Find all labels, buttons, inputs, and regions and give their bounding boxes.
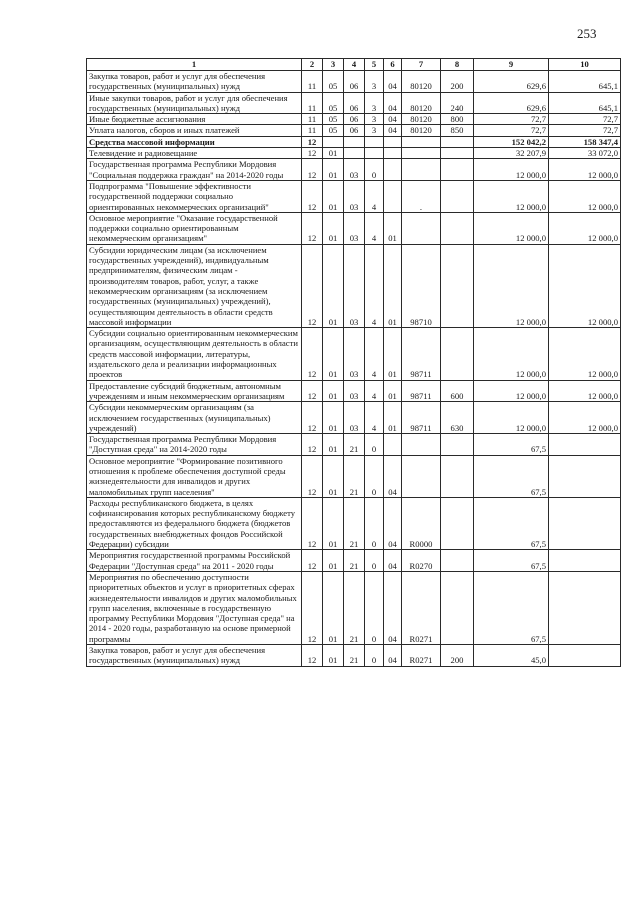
row-cell-c7: 80120 — [402, 92, 441, 114]
row-cell-c8 — [441, 328, 474, 380]
row-cell-c10: 12 000,0 — [549, 380, 621, 402]
table-row — [87, 159, 621, 181]
row-description: Мероприятия государственной программы Российской Федерации "Доступная среда" на 2011 - 2020 годы — [87, 550, 302, 572]
row-cell-c4: 03 — [344, 180, 365, 212]
row-cell-c8: 800 — [441, 114, 474, 125]
row-cell-c7 — [402, 434, 441, 456]
row-description: Расходы республиканского бюджета, в целях софинансирования которых республиканскому бюджету предоставляются из федерального бюджета (бюджетов государственных внебюджетных фондов Российской Федерации) субсидии — [87, 497, 302, 549]
row-cell-c7 — [402, 148, 441, 159]
row-cell-c8 — [441, 455, 474, 497]
row-cell-c9: 67,5 — [474, 455, 549, 497]
row-cell-c10: 645,1 — [549, 71, 621, 93]
column-header: 8 — [441, 59, 474, 71]
row-cell-c10: 12 000,0 — [549, 159, 621, 181]
row-description: Субсидии юридическим лицам (за исключением государственных учреждений), индивидуальным предпринимателям, физическим лицам - производителям товаров, работ, услуг, а также некоммерческим организациям (за исключением государственных (муниципальных) учреждений), осуществляющим деятельность в области средств массовой информации — [87, 244, 302, 327]
row-cell-c6 — [384, 159, 402, 181]
row-cell-c7: 80120 — [402, 125, 441, 136]
row-cell-c5: 0 — [365, 434, 384, 456]
row-cell-c7 — [402, 159, 441, 181]
row-cell-c3: 01 — [323, 380, 344, 402]
row-cell-c2: 12 — [302, 148, 323, 159]
table-row — [87, 645, 621, 667]
row-cell-c6 — [384, 136, 402, 147]
row-cell-c8 — [441, 136, 474, 147]
row-cell-c9: 67,5 — [474, 550, 549, 572]
row-cell-c8 — [441, 497, 474, 549]
table-row — [87, 550, 621, 572]
row-cell-c2: 12 — [302, 180, 323, 212]
row-cell-c7: R0000 — [402, 497, 441, 549]
row-description: Средства массовой информации — [87, 136, 302, 147]
row-cell-c8 — [441, 571, 474, 644]
row-cell-c4: 21 — [344, 571, 365, 644]
row-cell-c6: 04 — [384, 92, 402, 114]
row-cell-c4: 06 — [344, 114, 365, 125]
row-cell-c4: 03 — [344, 380, 365, 402]
column-header: 10 — [549, 59, 621, 71]
row-cell-c6: 01 — [384, 244, 402, 327]
row-cell-c2: 11 — [302, 114, 323, 125]
row-cell-c4: 21 — [344, 550, 365, 572]
row-cell-c6: 04 — [384, 497, 402, 549]
row-cell-c7: 98711 — [402, 380, 441, 402]
column-header: 2 — [302, 59, 323, 71]
row-cell-c10 — [549, 550, 621, 572]
column-header: 9 — [474, 59, 549, 71]
row-cell-c5 — [365, 136, 384, 147]
row-cell-c5: 4 — [365, 244, 384, 327]
row-cell-c7: 80120 — [402, 114, 441, 125]
row-cell-c9: 12 000,0 — [474, 212, 549, 244]
row-cell-c8: 850 — [441, 125, 474, 136]
row-cell-c2: 12 — [302, 212, 323, 244]
row-cell-c7: 98711 — [402, 402, 441, 434]
row-cell-c7: 80120 — [402, 71, 441, 93]
table-row — [87, 92, 621, 114]
row-cell-c10 — [549, 434, 621, 456]
table-row — [87, 571, 621, 644]
row-description: Основное мероприятие "Оказание государственной поддержки социально ориентированным некоммерческим организациям" — [87, 212, 302, 244]
row-description: Государственная программа Республики Мордовия "Доступная среда" на 2014-2020 годы — [87, 434, 302, 456]
row-cell-c9: 72,7 — [474, 125, 549, 136]
row-cell-c4: 21 — [344, 455, 365, 497]
column-header: 4 — [344, 59, 365, 71]
row-cell-c2: 12 — [302, 434, 323, 456]
row-cell-c7 — [402, 136, 441, 147]
row-cell-c2: 12 — [302, 136, 323, 147]
row-cell-c4: 03 — [344, 328, 365, 380]
page-number: 253 — [577, 26, 597, 41]
row-cell-c3: 01 — [323, 455, 344, 497]
row-cell-c4: 03 — [344, 402, 365, 434]
row-cell-c6: 01 — [384, 380, 402, 402]
row-cell-c3 — [323, 136, 344, 147]
row-cell-c3: 05 — [323, 114, 344, 125]
row-cell-c6 — [384, 148, 402, 159]
row-cell-c7: R0270 — [402, 550, 441, 572]
row-cell-c10: 158 347,4 — [549, 136, 621, 147]
row-cell-c8 — [441, 180, 474, 212]
row-cell-c10: 12 000,0 — [549, 328, 621, 380]
row-cell-c10: 12 000,0 — [549, 212, 621, 244]
table-header-row — [87, 59, 621, 71]
row-cell-c5: 4 — [365, 180, 384, 212]
row-cell-c3: 01 — [323, 571, 344, 644]
row-cell-c9: 12 000,0 — [474, 402, 549, 434]
row-description: Закупка товаров, работ и услуг для обеспечения государственных (муниципальных) нужд — [87, 645, 302, 667]
row-cell-c8: 600 — [441, 380, 474, 402]
row-cell-c6: 04 — [384, 125, 402, 136]
row-cell-c3: 01 — [323, 180, 344, 212]
row-cell-c10 — [549, 645, 621, 667]
row-cell-c8 — [441, 159, 474, 181]
row-cell-c10: 33 072,0 — [549, 148, 621, 159]
table-row — [87, 402, 621, 434]
row-description: Мероприятия по обеспечению доступности приоритетных объектов и услуг в приоритетных сферах жизнедеятельности инвалидов и других маломобильных групп населения, включенные в государственную программу Республики Мордовия "Доступная среда" на 2014 - 2020 годы, разработанную на основе примерной программы — [87, 571, 302, 644]
row-cell-c9: 67,5 — [474, 497, 549, 549]
row-cell-c5: 3 — [365, 125, 384, 136]
row-cell-c5: 4 — [365, 380, 384, 402]
row-description: Иные бюджетные ассигнования — [87, 114, 302, 125]
table-row — [87, 212, 621, 244]
row-cell-c3: 05 — [323, 92, 344, 114]
row-cell-c4: 21 — [344, 497, 365, 549]
row-description: Субсидии некоммерческим организациям (за исключением государственных (муниципальных) учреждений) — [87, 402, 302, 434]
row-cell-c7: . — [402, 180, 441, 212]
row-cell-c4: 03 — [344, 159, 365, 181]
row-cell-c6: 04 — [384, 645, 402, 667]
row-cell-c3: 01 — [323, 550, 344, 572]
row-cell-c2: 12 — [302, 497, 323, 549]
row-cell-c5: 0 — [365, 550, 384, 572]
row-cell-c2: 12 — [302, 402, 323, 434]
table-body — [87, 71, 621, 667]
row-cell-c7: 98710 — [402, 244, 441, 327]
row-cell-c4: 21 — [344, 434, 365, 456]
row-cell-c5: 3 — [365, 114, 384, 125]
table-row — [87, 136, 621, 147]
row-cell-c6 — [384, 434, 402, 456]
row-cell-c3: 01 — [323, 148, 344, 159]
row-cell-c5 — [365, 148, 384, 159]
row-cell-c9: 152 042,2 — [474, 136, 549, 147]
row-cell-c5: 0 — [365, 497, 384, 549]
row-cell-c6 — [384, 180, 402, 212]
row-cell-c6: 04 — [384, 571, 402, 644]
row-description: Иные закупки товаров, работ и услуг для обеспечения государственных (муниципальных) нужд — [87, 92, 302, 114]
row-cell-c4: 06 — [344, 125, 365, 136]
row-cell-c8 — [441, 244, 474, 327]
row-cell-c6: 01 — [384, 212, 402, 244]
row-cell-c4: 06 — [344, 71, 365, 93]
column-header: 5 — [365, 59, 384, 71]
row-cell-c3: 01 — [323, 645, 344, 667]
row-cell-c5: 3 — [365, 71, 384, 93]
row-cell-c3: 01 — [323, 497, 344, 549]
row-description: Субсидии социально ориентированным некоммерческим организациям, осуществляющим деятельность в области средств массовой информации, литературы, издательского дела и реализации информационных проектов — [87, 328, 302, 380]
table-row — [87, 455, 621, 497]
table-row — [87, 180, 621, 212]
row-cell-c4: 03 — [344, 212, 365, 244]
row-cell-c10: 12 000,0 — [549, 244, 621, 327]
row-cell-c3: 01 — [323, 328, 344, 380]
row-cell-c5: 0 — [365, 571, 384, 644]
row-cell-c2: 12 — [302, 455, 323, 497]
row-cell-c10 — [549, 497, 621, 549]
row-cell-c9: 629,6 — [474, 92, 549, 114]
row-cell-c6: 01 — [384, 402, 402, 434]
column-header: 3 — [323, 59, 344, 71]
row-cell-c2: 12 — [302, 550, 323, 572]
row-cell-c8 — [441, 212, 474, 244]
row-cell-c10 — [549, 571, 621, 644]
row-cell-c4 — [344, 136, 365, 147]
row-cell-c5: 0 — [365, 455, 384, 497]
row-cell-c2: 12 — [302, 380, 323, 402]
row-description: Уплата налогов, сборов и иных платежей — [87, 125, 302, 136]
row-cell-c6: 04 — [384, 455, 402, 497]
row-cell-c10 — [549, 455, 621, 497]
table-row — [87, 125, 621, 136]
row-cell-c6: 04 — [384, 114, 402, 125]
row-cell-c9: 629,6 — [474, 71, 549, 93]
row-cell-c8: 200 — [441, 645, 474, 667]
row-cell-c9: 67,5 — [474, 571, 549, 644]
row-cell-c2: 12 — [302, 328, 323, 380]
table-row — [87, 114, 621, 125]
row-cell-c9: 12 000,0 — [474, 380, 549, 402]
table-row — [87, 328, 621, 380]
row-cell-c7 — [402, 455, 441, 497]
row-cell-c10: 645,1 — [549, 92, 621, 114]
row-cell-c5: 4 — [365, 328, 384, 380]
row-cell-c4: 03 — [344, 244, 365, 327]
row-cell-c5: 4 — [365, 402, 384, 434]
table-row — [87, 434, 621, 456]
row-cell-c2: 12 — [302, 159, 323, 181]
row-cell-c3: 01 — [323, 434, 344, 456]
row-cell-c2: 12 — [302, 571, 323, 644]
table-row — [87, 244, 621, 327]
row-cell-c4 — [344, 148, 365, 159]
row-cell-c4: 06 — [344, 92, 365, 114]
row-cell-c9: 12 000,0 — [474, 180, 549, 212]
row-cell-c3: 01 — [323, 402, 344, 434]
row-cell-c7: 98711 — [402, 328, 441, 380]
row-cell-c8 — [441, 550, 474, 572]
row-cell-c10: 12 000,0 — [549, 402, 621, 434]
row-cell-c6: 04 — [384, 71, 402, 93]
row-cell-c5: 3 — [365, 92, 384, 114]
row-cell-c9: 45,0 — [474, 645, 549, 667]
column-header: 6 — [384, 59, 402, 71]
row-cell-c7: R0271 — [402, 645, 441, 667]
row-cell-c4: 21 — [344, 645, 365, 667]
row-cell-c10: 12 000,0 — [549, 180, 621, 212]
row-description: Закупка товаров, работ и услуг для обеспечения государственных (муниципальных) нужд — [87, 71, 302, 93]
column-header: 1 — [87, 59, 302, 71]
row-cell-c8 — [441, 434, 474, 456]
row-cell-c8 — [441, 148, 474, 159]
row-cell-c3: 01 — [323, 212, 344, 244]
row-cell-c5: 4 — [365, 212, 384, 244]
row-cell-c5: 0 — [365, 645, 384, 667]
row-cell-c2: 12 — [302, 645, 323, 667]
table-row — [87, 380, 621, 402]
row-cell-c9: 12 000,0 — [474, 244, 549, 327]
row-cell-c10: 72,7 — [549, 114, 621, 125]
row-cell-c3: 01 — [323, 159, 344, 181]
row-cell-c3: 05 — [323, 125, 344, 136]
table-row — [87, 71, 621, 93]
row-cell-c9: 32 207,9 — [474, 148, 549, 159]
row-description: Основное мероприятие "Формирование позитивного отношения к проблеме обеспечения доступной среды жизнедеятельности для инвалидов и других маломобильных групп населения" — [87, 455, 302, 497]
row-cell-c2: 11 — [302, 125, 323, 136]
row-description: Телевидение и радиовещание — [87, 148, 302, 159]
row-cell-c9: 72,7 — [474, 114, 549, 125]
row-cell-c8: 200 — [441, 71, 474, 93]
row-cell-c3: 05 — [323, 71, 344, 93]
row-description: Государственная программа Республики Мордовия "Социальная поддержка граждан" на 2014-2020 годы — [87, 159, 302, 181]
row-cell-c8: 630 — [441, 402, 474, 434]
row-cell-c8: 240 — [441, 92, 474, 114]
row-cell-c6: 01 — [384, 328, 402, 380]
budget-table — [86, 58, 621, 667]
row-cell-c7: R0271 — [402, 571, 441, 644]
row-cell-c9: 67,5 — [474, 434, 549, 456]
row-cell-c9: 12 000,0 — [474, 328, 549, 380]
row-cell-c5: 0 — [365, 159, 384, 181]
row-cell-c10: 72,7 — [549, 125, 621, 136]
row-description: Подпрограмма "Повышение эффективности государственной поддержки социально ориентированных некоммерческих организаций" — [87, 180, 302, 212]
row-cell-c2: 12 — [302, 244, 323, 327]
row-cell-c6: 04 — [384, 550, 402, 572]
row-description: Предоставление субсидий бюджетным, автономным учреждениям и иным некоммерческим организациям — [87, 380, 302, 402]
row-cell-c2: 11 — [302, 71, 323, 93]
row-cell-c7 — [402, 212, 441, 244]
column-header: 7 — [402, 59, 441, 71]
table-row — [87, 497, 621, 549]
row-cell-c2: 11 — [302, 92, 323, 114]
row-cell-c3: 01 — [323, 244, 344, 327]
table-row — [87, 148, 621, 159]
row-cell-c9: 12 000,0 — [474, 159, 549, 181]
